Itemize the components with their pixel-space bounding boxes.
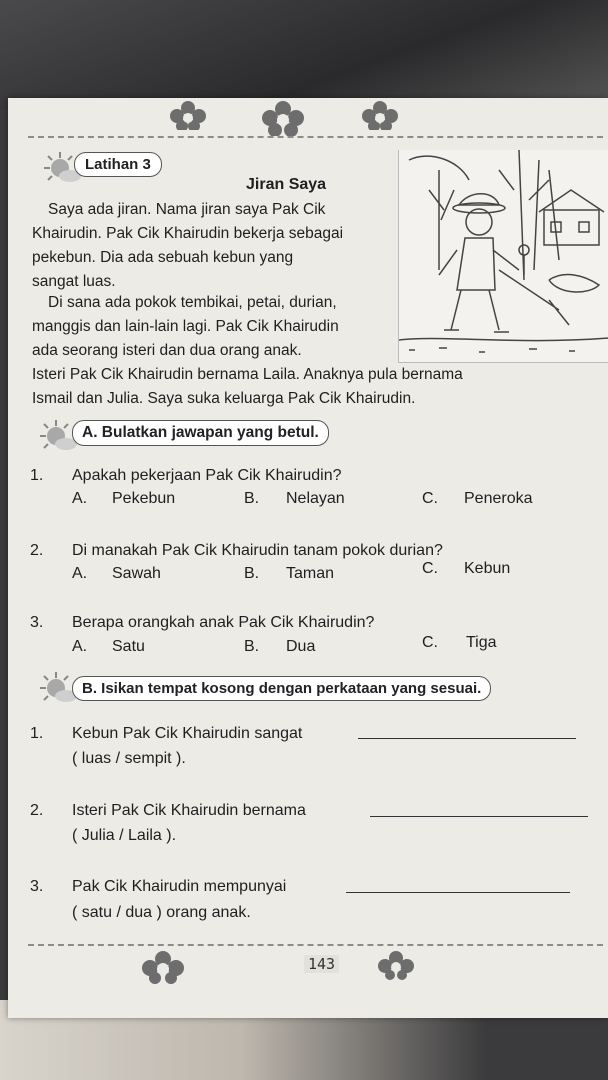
worksheet-page [8, 98, 608, 1018]
option-letter: A. [72, 490, 88, 507]
exercise-tab: Latihan 3 [74, 152, 162, 177]
question-number: 1. [30, 467, 44, 484]
flower-icon [376, 950, 416, 980]
option-text[interactable]: Satu [112, 638, 145, 655]
flower-icon [260, 100, 306, 136]
story-title: Jiran Saya [246, 176, 327, 193]
question-text: Berapa orangkah anak Pak Cik Khairudin? [72, 614, 375, 631]
option-text[interactable]: Pekebun [112, 490, 176, 507]
top-dashed-border [28, 136, 603, 138]
question-text: Pak Cik Khairudin mempunyai [72, 878, 287, 895]
story-line: pekebun. Dia ada sebuah kebun yang [32, 249, 294, 266]
option-letter: A. [72, 638, 88, 655]
option-text[interactable]: Dua [286, 638, 316, 655]
question-number: 3. [30, 614, 44, 631]
question-text: Isteri Pak Cik Khairudin bernama [72, 802, 306, 819]
option-text[interactable]: Sawah [112, 565, 161, 582]
story-line: manggis dan lain-lain lagi. Pak Cik Khairudin [32, 318, 339, 335]
option-letter: B. [244, 565, 260, 582]
story-line: Di sana ada pokok tembikai, petai, durian, [48, 294, 337, 311]
question-text: Kebun Pak Cik Khairudin sangat [72, 725, 303, 742]
farmer-illustration [398, 150, 608, 363]
story-line: Khairudin. Pak Cik Khairudin bekerja sebagai [32, 225, 344, 242]
answer-choices: ( luas / sempit ). [72, 750, 186, 767]
option-text[interactable]: Tiga [466, 634, 497, 651]
story-line: sangat luas. [32, 273, 116, 290]
flower-icon [168, 100, 208, 130]
option-letter: B. [244, 490, 260, 507]
answer-blank[interactable] [358, 738, 576, 739]
option-text[interactable]: Peneroka [464, 490, 533, 507]
option-letter: A. [72, 565, 88, 582]
section-a-title: A. Bulatkan jawapan yang betul. [72, 420, 329, 446]
story-line: Ismail dan Julia. Saya suka keluarga Pak Cik Khairudin. [32, 390, 416, 407]
answer-blank[interactable] [370, 816, 588, 817]
option-letter: C. [422, 490, 438, 507]
question-number: 1. [30, 725, 44, 742]
answer-blank[interactable] [346, 892, 570, 893]
section-b-title: B. Isikan tempat kosong dengan perkataan yang sesuai. [72, 676, 491, 701]
story-line: Isteri Pak Cik Khairudin bernama Laila. Anaknya pula bernama [32, 366, 463, 383]
question-number: 2. [30, 802, 44, 819]
background-fabric [0, 0, 608, 110]
question-text: Apakah pekerjaan Pak Cik Khairudin? [72, 467, 342, 484]
flower-icon [140, 950, 186, 984]
question-text: Di manakah Pak Cik Khairudin tanam pokok durian? [72, 542, 443, 559]
option-text[interactable]: Taman [286, 565, 335, 582]
question-number: 3. [30, 878, 44, 895]
option-text[interactable]: Nelayan [286, 490, 345, 507]
answer-choices: ( Julia / Laila ). [72, 827, 177, 844]
story-line: Saya ada jiran. Nama jiran saya Pak Cik [48, 201, 326, 218]
page-number: 143 [304, 955, 339, 973]
option-letter: C. [422, 634, 438, 651]
answer-choices: ( satu / dua ) orang anak. [72, 904, 251, 921]
option-text[interactable]: Kebun [464, 560, 511, 577]
bottom-dashed-border [28, 944, 603, 946]
question-number: 2. [30, 542, 44, 559]
option-letter: B. [244, 638, 260, 655]
option-letter: C. [422, 560, 438, 577]
flower-icon [360, 100, 400, 130]
story-line: ada seorang isteri dan dua orang anak. [32, 342, 302, 359]
